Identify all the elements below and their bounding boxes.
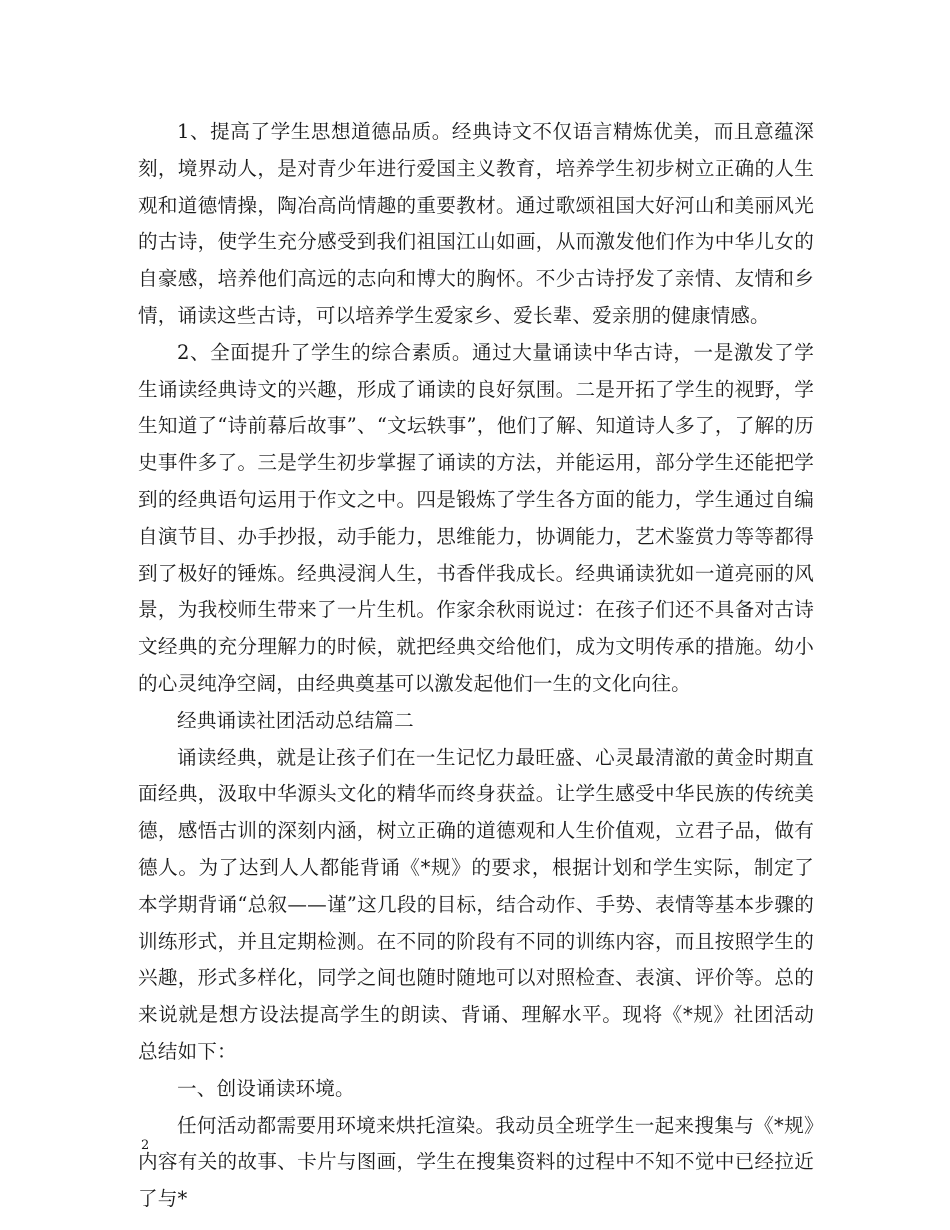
page-number: 2	[141, 1138, 150, 1153]
subsection-heading: 一、创设诵读环境。	[177, 1076, 355, 1100]
paragraph-overall-quality: 2、全面提升了学生的综合素质。通过大量诵读中华古诗，一是激发了学生诵读经典诗文的兴趣，形成了诵读的良好氛围。二是开拓了学生的视野，学生知道了“诗前幕后故事”、“文坛轶事”，他们了解、知道诗人多了，了解的历史事件多了。三是学生初步掌握了诵读的方法，并能运用，部分学生还能把学到的经典语句运用于作文之中。四是锻炼了学生各方面的能力，学生通过自编自演节目、办手抄报，动手能力，思维能力，协调能力，艺术鉴赏力等等都得到了极好的锤炼。经典浸润人生，书香伴我成长。经典诵读犹如一道亮丽的风景，为我校师生带来了一片生机。作家余秋雨说过：在孩子们还不具备对古诗文经典的充分理解力的时候，就把经典交给他们，成为文明传承的措施。幼小的心灵纯净空阔，由经典奠基可以激发起他们一生的文化向往。	[138, 340, 814, 695]
section-heading: 经典诵读社团活动总结篇二	[177, 708, 414, 732]
paragraph-moral-quality: 1、提高了学生思想道德品质。经典诗文不仅语言精炼优美，而且意蕴深刻，境界动人，是对青少年进行爱国主义教育，培养学生初步树立正确的人生观和道德情操，陶冶高尚情趣的重要教材。通过歌颂祖国大好河山和美丽风光的古诗，使学生充分感受到我们祖国江山如画，从而激发他们作为中华儿女的自豪感，培养他们高远的志向和博大的胸怀。不少古诗抒发了亲情、友情和乡情，诵读这些古诗，可以培养学生爱家乡、爱长辈、爱亲朋的健康情感。	[138, 120, 814, 327]
paragraph-environment: 任何活动都需要用环境来烘托渲染。我动员全班学生一起来搜集与《*规》内容有关的故事、卡片与图画，学生在搜集资料的过程中不知不觉中已经拉近了与*	[138, 1113, 814, 1211]
document-body	[138, 114, 814, 1218]
paragraph-recitation-intro: 诵读经典，就是让孩子们在一生记忆力最旺盛、心灵最清澈的黄金时期直面经典，汲取中华源头文化的精华而终身获益。让学生感受中华民族的传统美德，感悟古训的深刻内涵，树立正确的道德观和人生价值观，立君子品，做有德人。为了达到人人都能背诵《*规》的要求，根据计划和学生实际，制定了本学期背诵“总叙——谨”这几段的目标，结合动作、手势、表情等基本步骤的训练形式，并且定期检测。在不同的阶段有不同的训练内容，而且按照学生的兴趣，形式多样化，同学之间也随时随地可以对照检查、表演、评价等。总的来说就是想方设法提高学生的朗读、背诵、理解水平。现将《*规》社团活动总结如下：	[138, 745, 814, 1063]
